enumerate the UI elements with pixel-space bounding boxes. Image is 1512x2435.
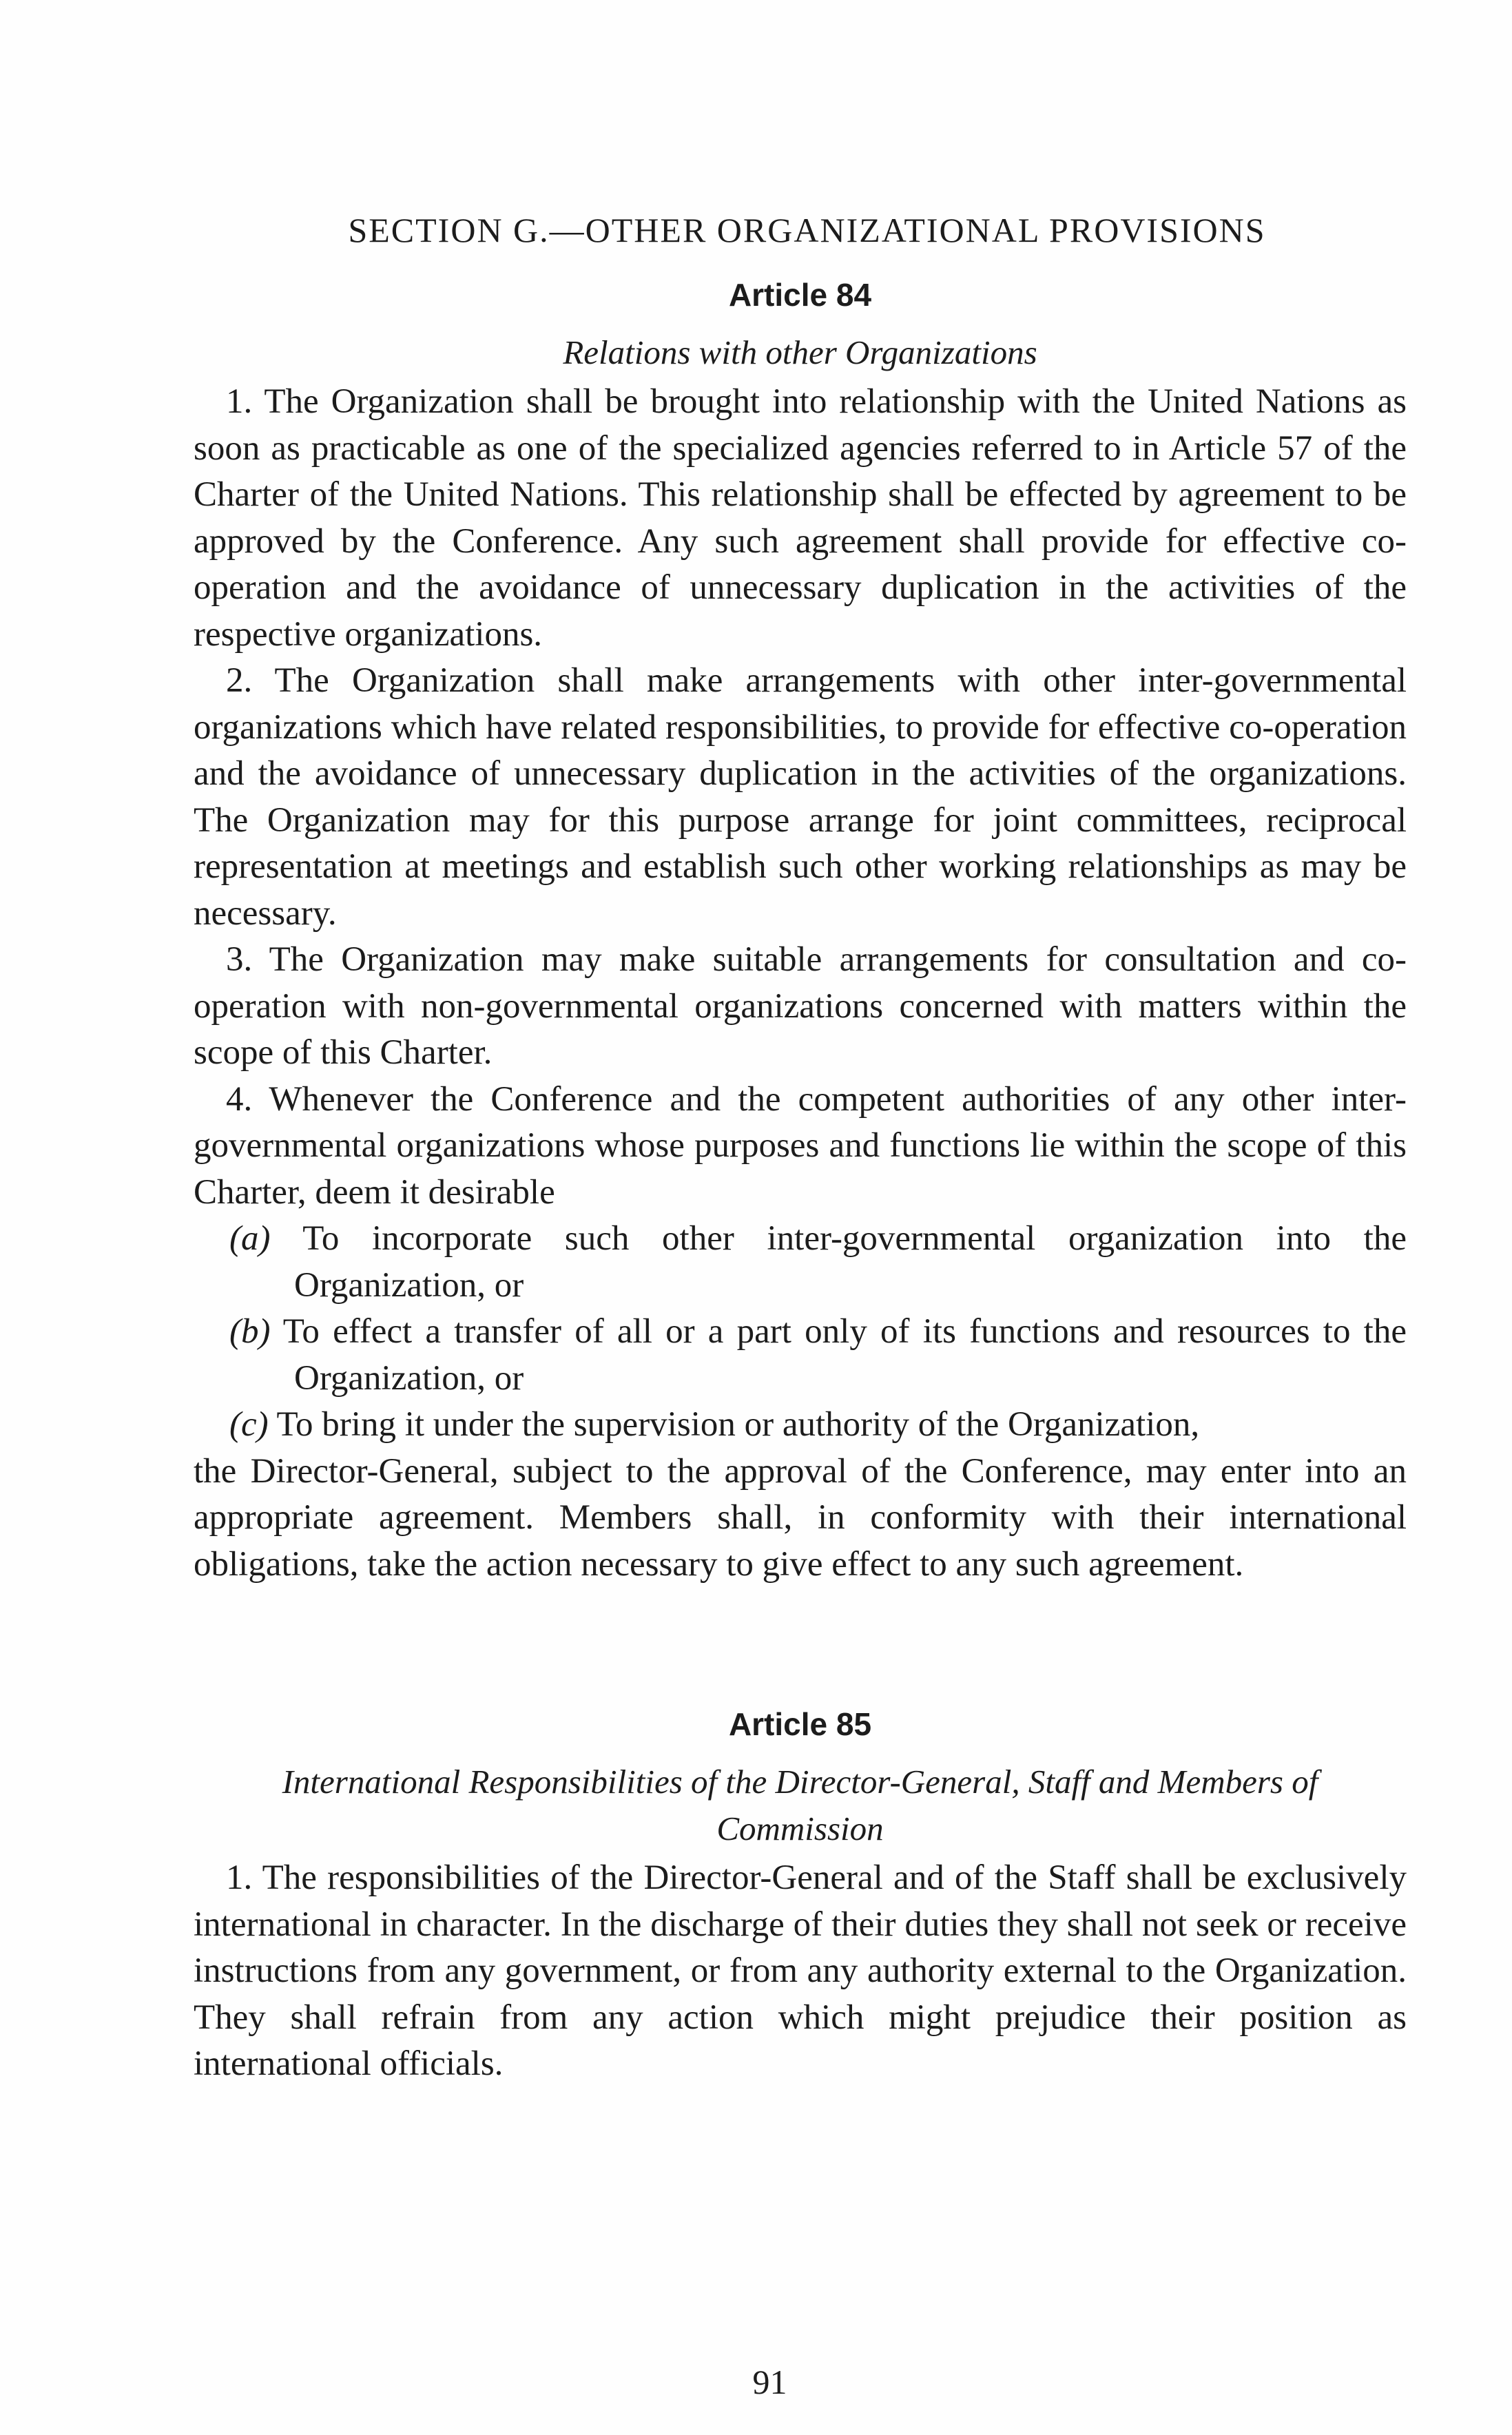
article-84-paragraph-3: 3. The Organization may make suitable arrangements for consultation and co-operation with non-governmental organizations concerned with matters within the scope of this Charter. xyxy=(194,940,1407,1072)
item-label: (b) xyxy=(229,1312,271,1351)
article-85-paragraph-1: 1. The responsibilities of the Director-General and of the Staff shall be exclusively international in character. In the discharge of their duties they shall not seek or receive instructions from any government, or from any authority external to the Organization. They shall refrain from any action which might prejudice their position as international officials. xyxy=(194,1858,1407,2083)
article-84-paragraph-1: 1. The Organization shall be brought into relationship with the United Nations as soon as practicable as one of the specialized agencies referred to in Article 57 of the Charter of the United Nations. This relationship shall be effected by agreement to be approved by the Conference. Any such agreement shall provide for effective co-operation and the avoidance of unnecessary duplication in the activities of the respective organizations. xyxy=(194,382,1407,654)
article-85-title: Article 85 xyxy=(728,1706,872,1742)
item-text: To effect a transfer of all or a part only of its functions and resources to the Organization, or xyxy=(282,1312,1407,1398)
article-84-item-c xyxy=(194,1402,1407,1449)
article-84-item-a xyxy=(194,1216,1407,1309)
page-number: 91 xyxy=(752,2363,787,2401)
item-label: (c) xyxy=(229,1405,269,1444)
article-84-paragraph-4-conclusion: the Director-General, subject to the approval of the Conference, may enter into an appropriate agreement. Members shall, in conformity with their international obligations, take the action necessary to give effect to any such agreement. xyxy=(194,1451,1407,1584)
article-84-paragraph-4: 4. Whenever the Conference and the competent authorities of any other inter-governmental organizations whose purposes and functions lie within the scope of this Charter, deem it desirable xyxy=(194,1079,1407,1212)
section-heading: SECTION G.—OTHER ORGANIZATIONAL PROVISIONS xyxy=(348,211,1266,249)
article-spacer xyxy=(194,1588,1407,1702)
item-text: To incorporate such other inter-governmental organization into the Organization, or xyxy=(294,1219,1407,1305)
article-84-paragraph-2: 2. The Organization shall make arrangements with other inter-governmental organizations which have related responsibilities, to provide for effective co-operation and the avoidance of unnecessary duplication in the activities of the organizations. The Organization may for this purpose arrange for joint committees, reciprocal representation at meetings and establish such other working relationships as may be necessary. xyxy=(194,661,1407,933)
item-label: (a) xyxy=(229,1219,271,1258)
article-85-subtitle: International Responsibilities of the Director-General, Staff and Members of Commission xyxy=(282,1763,1318,1847)
text-column xyxy=(194,207,1407,2088)
item-text: To bring it under the supervision or authority of the Organization, xyxy=(276,1405,1200,1444)
article-84-item-b xyxy=(194,1309,1407,1402)
article-84-title: Article 84 xyxy=(728,277,872,313)
article-84-subtitle: Relations with other Organizations xyxy=(563,333,1037,371)
